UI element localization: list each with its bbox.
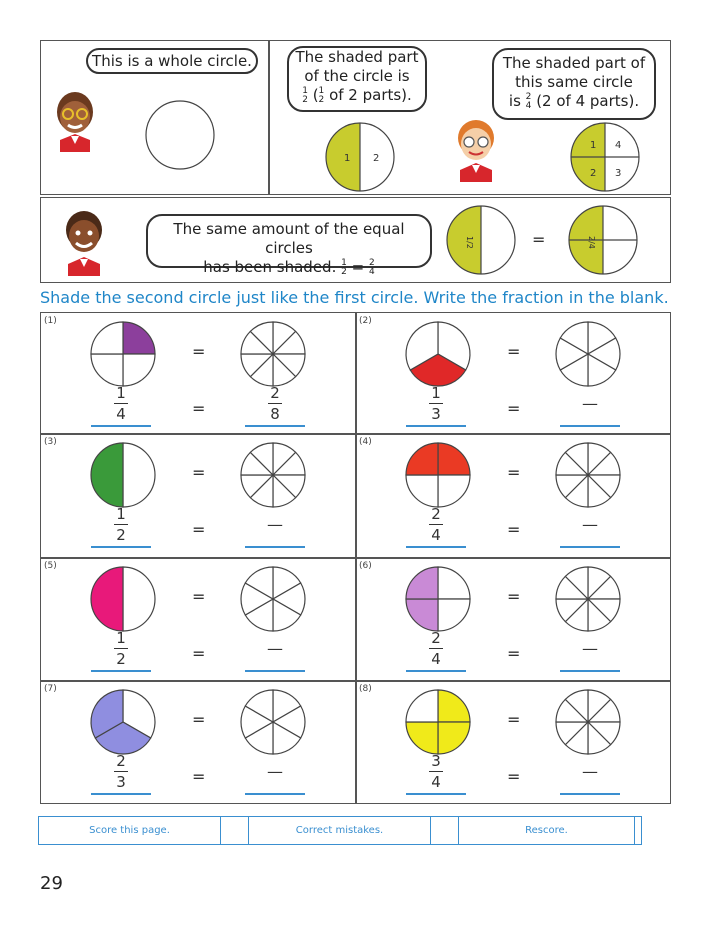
model-circle[interactable] (89, 688, 157, 756)
model-fraction (91, 384, 151, 423)
numerator: 3 (431, 752, 441, 770)
equals-sign: = (192, 710, 206, 729)
compare-quarter-circle (568, 205, 638, 275)
boy-smiling-icon (60, 208, 108, 276)
problem-number: (7) (44, 684, 57, 694)
circle-sector[interactable] (123, 443, 155, 507)
svg-text:2/4: 2/4 (587, 236, 596, 249)
score-label: Score this page. (39, 817, 221, 844)
fraction-bar (429, 771, 443, 772)
denominator: 2 (116, 526, 126, 544)
numerator: 2 (431, 629, 441, 647)
answer-blank[interactable] (245, 546, 305, 548)
answer-circle[interactable] (554, 320, 622, 388)
fraction-underline (406, 793, 466, 795)
circle-sector[interactable] (123, 322, 155, 354)
answer-blank[interactable] (245, 670, 305, 672)
circle-sector[interactable] (438, 475, 470, 507)
denominator: 4 (431, 526, 441, 544)
circle-sector[interactable] (438, 567, 470, 599)
model-fraction (406, 752, 466, 791)
quarter-circle-intro (570, 122, 640, 192)
intro-divider (268, 40, 270, 195)
score-box[interactable] (221, 817, 249, 844)
answer-circle[interactable] (239, 688, 307, 756)
answer-fraction-bar: — (582, 639, 598, 658)
model-circle[interactable] (89, 441, 157, 509)
answer-circle[interactable] (554, 688, 622, 756)
model-fraction (91, 505, 151, 544)
rescore-label: Rescore. (459, 817, 635, 844)
half-label-1: 1 (344, 153, 351, 164)
model-fraction (406, 505, 466, 544)
bubble-whole-circle: This is a whole circle. (86, 48, 258, 74)
svg-text:1: 1 (590, 140, 597, 151)
denominator: 2 (116, 650, 126, 668)
numerator: 2 (116, 752, 126, 770)
rescore-box[interactable] (635, 817, 641, 844)
answer-blank[interactable] (245, 425, 305, 427)
circle-sector[interactable] (91, 322, 123, 354)
problem-number: (4) (359, 437, 372, 447)
problem-number: (1) (44, 316, 57, 326)
circle-sector[interactable] (406, 567, 438, 599)
correct-label: Correct mistakes. (249, 817, 431, 844)
grid-hdivider-3 (40, 680, 671, 682)
model-circle[interactable] (89, 320, 157, 388)
numerator: 2 (431, 505, 441, 523)
answer-fraction (245, 384, 305, 423)
fraction-bar (429, 524, 443, 525)
half-circle-intro (325, 122, 395, 192)
circle-sector[interactable] (406, 722, 438, 754)
circle-sector[interactable] (406, 443, 438, 475)
circle-sector[interactable] (406, 599, 438, 631)
equals-sign: = (507, 520, 521, 539)
correct-box[interactable] (431, 817, 459, 844)
equals-sign: = (192, 399, 206, 418)
denominator: 4 (431, 773, 441, 791)
fraction-bar (114, 524, 128, 525)
equals-sign: = (192, 767, 206, 786)
fraction-bar (429, 403, 443, 404)
fraction-bar (114, 771, 128, 772)
equals-sign: = (192, 520, 206, 539)
score-bar (38, 816, 642, 845)
denominator: 8 (270, 405, 280, 423)
fraction-underline (91, 546, 151, 548)
bubble-equal-amount: The same amount of the equal circles has been shaded. 1 2 = 2 4 (146, 214, 432, 268)
numerator: 1 (116, 505, 126, 523)
svg-text:1/2: 1/2 (465, 236, 474, 249)
equals-sign: = (507, 342, 521, 361)
model-fraction (91, 752, 151, 791)
circle-sector[interactable] (438, 690, 470, 722)
answer-fraction-bar: — (582, 762, 598, 781)
compare-equals: = (532, 230, 546, 249)
model-circle[interactable] (404, 441, 472, 509)
equals-sign: = (507, 644, 521, 663)
compare-half-circle (446, 205, 516, 275)
equals-sign: = (192, 644, 206, 663)
answer-circle[interactable] (239, 320, 307, 388)
equals-sign: = (507, 587, 521, 606)
answer-fraction-bar: — (267, 639, 283, 658)
model-fraction (406, 384, 466, 423)
problem-number: (6) (359, 561, 372, 571)
model-fraction (91, 629, 151, 668)
numerator: 2 (270, 384, 280, 402)
fraction-underline (91, 425, 151, 427)
answer-blank[interactable] (560, 546, 620, 548)
fraction-underline (91, 670, 151, 672)
circle-sector[interactable] (123, 567, 155, 631)
fraction-underline (91, 793, 151, 795)
equals-sign: = (507, 463, 521, 482)
answer-circle[interactable] (554, 565, 622, 633)
fraction-bar (114, 403, 128, 404)
grid-hdivider-1 (40, 433, 671, 435)
answer-blank[interactable] (560, 670, 620, 672)
circle-sector[interactable] (91, 443, 123, 507)
equals-sign: = (192, 587, 206, 606)
circle-sector[interactable] (406, 475, 438, 507)
boy-glasses-icon (52, 88, 98, 152)
fraction-bar (429, 648, 443, 649)
equals-sign: = (507, 399, 521, 418)
circle-sector[interactable] (91, 354, 123, 386)
answer-circle[interactable] (239, 565, 307, 633)
svg-text:4: 4 (615, 140, 622, 151)
svg-text:2: 2 (590, 168, 597, 179)
circle-sector[interactable] (438, 443, 470, 475)
denominator: 4 (116, 405, 126, 423)
answer-fraction-bar: — (267, 762, 283, 781)
equals-sign: = (192, 342, 206, 361)
boy-red-hair-icon (452, 116, 500, 182)
denominator: 3 (431, 405, 441, 423)
circle-sector[interactable] (123, 354, 155, 386)
equals-sign: = (507, 710, 521, 729)
model-circle[interactable] (89, 565, 157, 633)
denominator: 4 (431, 650, 441, 668)
circle-sector[interactable] (438, 722, 470, 754)
answer-blank[interactable] (245, 793, 305, 795)
numerator: 1 (431, 384, 441, 402)
page-number: 29 (40, 873, 63, 894)
denominator: 3 (116, 773, 126, 791)
numerator: 1 (116, 629, 126, 647)
bubble-half-explain: The shaded part of the circle is 1 2 (1 2 of 2 parts). (287, 46, 427, 112)
problem-number: (5) (44, 561, 57, 571)
fraction-underline (406, 425, 466, 427)
circle-sector[interactable] (438, 599, 470, 631)
circle-sector[interactable] (91, 567, 123, 631)
answer-blank[interactable] (560, 793, 620, 795)
answer-blank[interactable] (560, 425, 620, 427)
equals-sign: = (507, 767, 521, 786)
fraction-underline (406, 546, 466, 548)
problem-number: (8) (359, 684, 372, 694)
bubble-quarter-explain: The shaded part of this same circle is 2 4 (2 of 4 parts). (492, 48, 656, 120)
equals-sign: = (192, 463, 206, 482)
answer-fraction-bar: — (582, 394, 598, 413)
model-circle[interactable] (404, 320, 472, 388)
answer-fraction-bar: — (582, 515, 598, 534)
svg-text:3: 3 (615, 168, 622, 179)
whole-circle (144, 99, 216, 171)
fraction-bar (268, 403, 282, 404)
answer-fraction-bar: — (267, 515, 283, 534)
problem-number: (3) (44, 437, 57, 447)
instruction-text: Shade the second circle just like the first circle. Write the fraction in the blank. (40, 288, 669, 307)
grid-hdivider-2 (40, 557, 671, 559)
circle-sector[interactable] (406, 690, 438, 722)
model-circle[interactable] (404, 565, 472, 633)
fraction-underline (406, 670, 466, 672)
fraction-bar (114, 648, 128, 649)
answer-circle[interactable] (239, 441, 307, 509)
model-circle[interactable] (404, 688, 472, 756)
half-label-2: 2 (373, 153, 380, 164)
answer-circle[interactable] (554, 441, 622, 509)
problem-number: (2) (359, 316, 372, 326)
numerator: 1 (116, 384, 126, 402)
model-fraction (406, 629, 466, 668)
